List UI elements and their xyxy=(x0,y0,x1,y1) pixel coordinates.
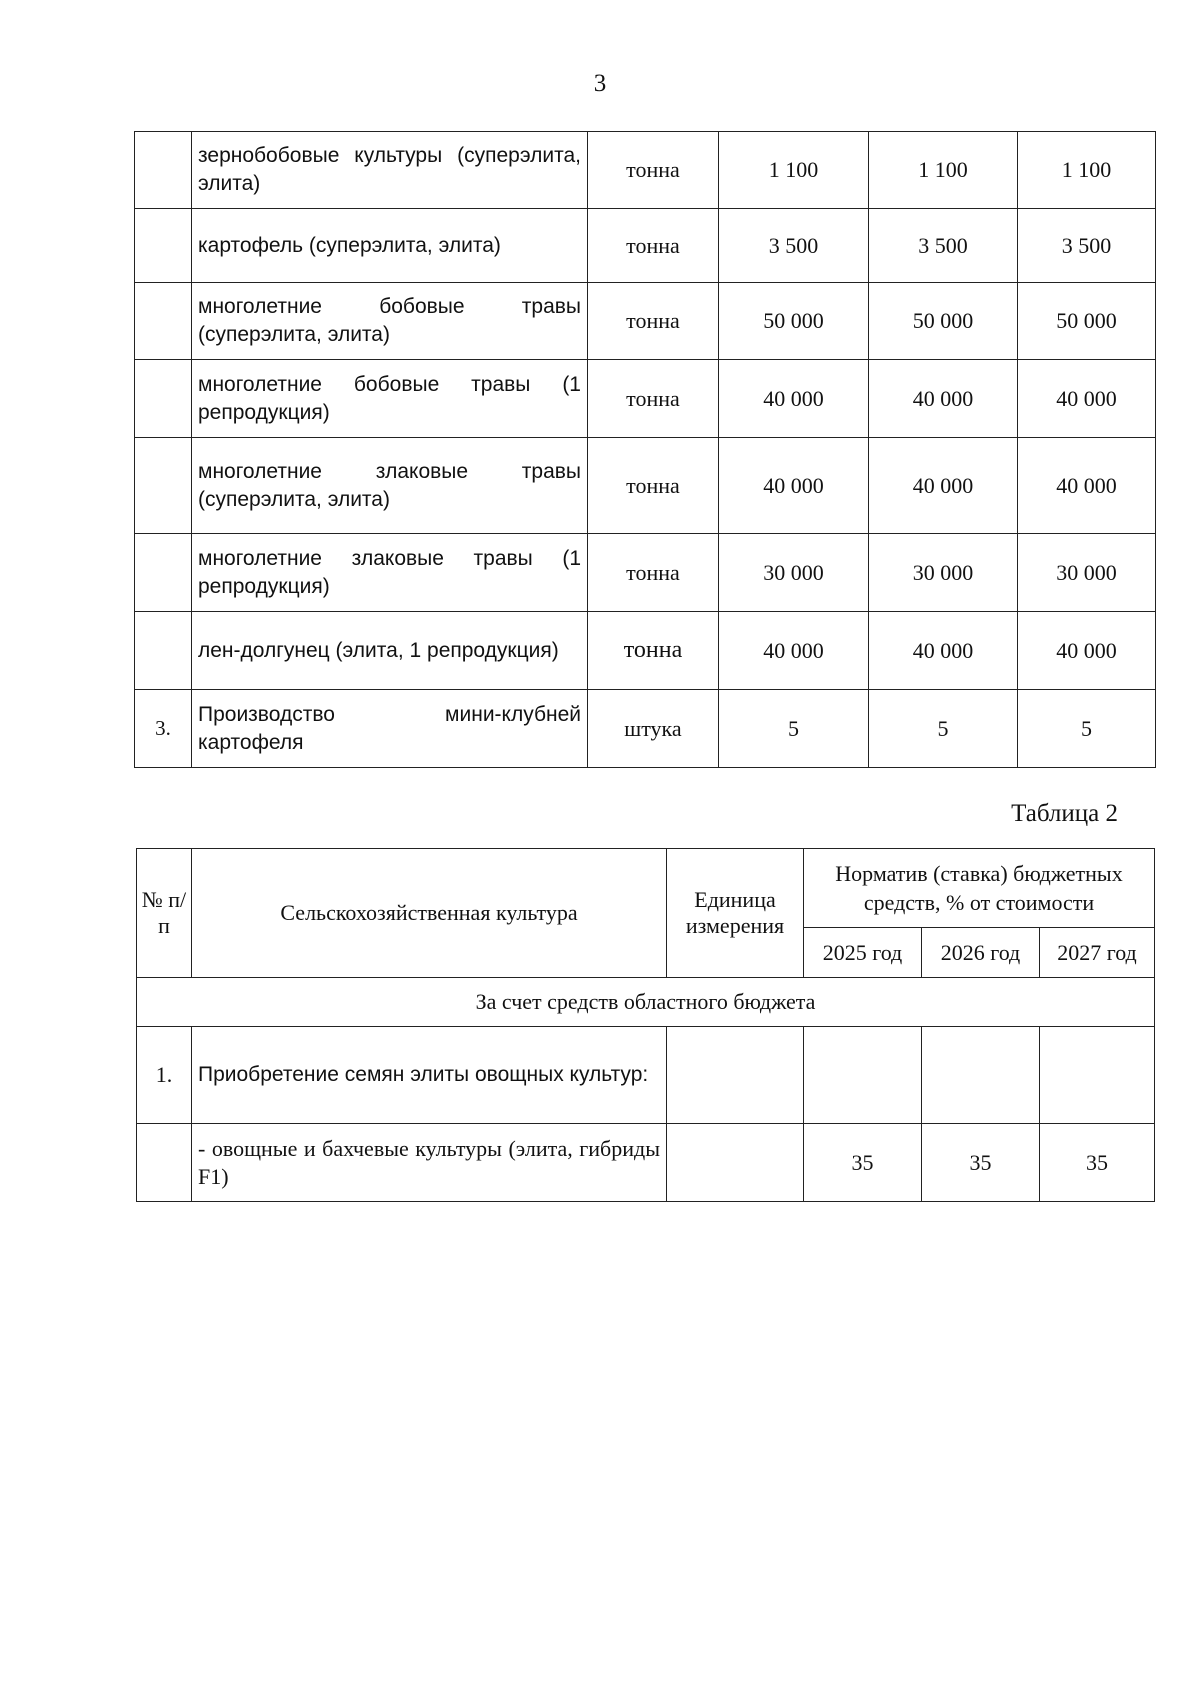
unit: тонна xyxy=(588,438,719,534)
header-number: № п/п xyxy=(137,849,192,978)
value-2027: 40 000 xyxy=(1018,612,1156,690)
table-row xyxy=(137,1124,1155,1202)
value-2027: 3 500 xyxy=(1018,209,1156,283)
section-row xyxy=(137,978,1155,1027)
header-norm: Норматив (ставка) бюджетных средств, % от стоимости xyxy=(804,849,1155,928)
unit: тонна xyxy=(588,612,719,690)
value-2026: 40 000 xyxy=(869,360,1018,438)
value-2026: 3 500 xyxy=(869,209,1018,283)
value-2027: 40 000 xyxy=(1018,360,1156,438)
crop-name: многолетние бобовые травы (суперэлита, элита) xyxy=(192,283,588,360)
crop-name: многолетние злаковые травы (суперэлита, элита) xyxy=(192,438,588,534)
value-2025: 35 xyxy=(804,1124,922,1202)
table-row xyxy=(135,132,1156,209)
table-row xyxy=(137,1027,1155,1124)
value-2025 xyxy=(804,1027,922,1124)
value-2027: 30 000 xyxy=(1018,534,1156,612)
unit: тонна xyxy=(588,534,719,612)
crop-name: Производство мини-клубней картофеля xyxy=(192,690,588,768)
section-title: За счет средств областного бюджета xyxy=(137,978,1155,1027)
unit: штука xyxy=(588,690,719,768)
unit xyxy=(667,1124,804,1202)
value-2027: 40 000 xyxy=(1018,438,1156,534)
value-2026: 1 100 xyxy=(869,132,1018,209)
row-number xyxy=(135,132,192,209)
value-2025: 1 100 xyxy=(719,132,869,209)
value-2027: 35 xyxy=(1040,1124,1155,1202)
table-row xyxy=(135,612,1156,690)
value-2025: 3 500 xyxy=(719,209,869,283)
header-crop: Сельскохозяйственная культура xyxy=(192,849,667,978)
value-2026: 30 000 xyxy=(869,534,1018,612)
row-number: 3. xyxy=(135,690,192,768)
crop-name: - овощные и бахчевые культуры (элита, гибриды F1) xyxy=(192,1124,667,1202)
unit xyxy=(667,1027,804,1124)
crop-name: Приобретение семян элиты овощных культур: xyxy=(192,1027,667,1124)
table-row xyxy=(135,438,1156,534)
row-number xyxy=(135,360,192,438)
value-2027: 50 000 xyxy=(1018,283,1156,360)
row-number xyxy=(135,612,192,690)
table-row xyxy=(135,209,1156,283)
value-2027: 5 xyxy=(1018,690,1156,768)
value-2027 xyxy=(1040,1027,1155,1124)
table-header-row xyxy=(137,849,1155,928)
value-2026 xyxy=(922,1027,1040,1124)
crop-name: многолетние злаковые травы (1 репродукция) xyxy=(192,534,588,612)
crop-name: картофель (суперэлита, элита) xyxy=(192,209,588,283)
value-2025: 50 000 xyxy=(719,283,869,360)
unit: тонна xyxy=(588,132,719,209)
crop-name: лен-долгунец (элита, 1 репродукция) xyxy=(192,612,588,690)
page-number: 3 xyxy=(593,70,607,97)
table-row xyxy=(135,690,1156,768)
header-year-2025: 2025 год xyxy=(804,928,922,978)
row-number xyxy=(137,1124,192,1202)
crop-name: зернобобовые культуры (суперэлита, элита) xyxy=(192,132,588,209)
unit: тонна xyxy=(588,283,719,360)
value-2026: 40 000 xyxy=(869,438,1018,534)
value-2026: 5 xyxy=(869,690,1018,768)
table-2 xyxy=(136,848,1155,1202)
header-year-2026: 2026 год xyxy=(922,928,1040,978)
header-unit: Единица измерения xyxy=(667,849,804,978)
table-2-caption: Таблица 2 xyxy=(1011,800,1118,827)
row-number xyxy=(135,283,192,360)
table-row xyxy=(135,534,1156,612)
row-number xyxy=(135,209,192,283)
value-2025: 40 000 xyxy=(719,438,869,534)
value-2025: 40 000 xyxy=(719,360,869,438)
value-2025: 30 000 xyxy=(719,534,869,612)
value-2026: 50 000 xyxy=(869,283,1018,360)
value-2026: 35 xyxy=(922,1124,1040,1202)
value-2025: 5 xyxy=(719,690,869,768)
table-1-continued xyxy=(134,131,1156,768)
unit: тонна xyxy=(588,360,719,438)
value-2027: 1 100 xyxy=(1018,132,1156,209)
crop-name: многолетние бобовые травы (1 репродукция) xyxy=(192,360,588,438)
header-year-2027: 2027 год xyxy=(1040,928,1155,978)
row-number: 1. xyxy=(137,1027,192,1124)
value-2025: 40 000 xyxy=(719,612,869,690)
row-number xyxy=(135,534,192,612)
table-row xyxy=(135,283,1156,360)
row-number xyxy=(135,438,192,534)
unit: тонна xyxy=(588,209,719,283)
value-2026: 40 000 xyxy=(869,612,1018,690)
table-row xyxy=(135,360,1156,438)
